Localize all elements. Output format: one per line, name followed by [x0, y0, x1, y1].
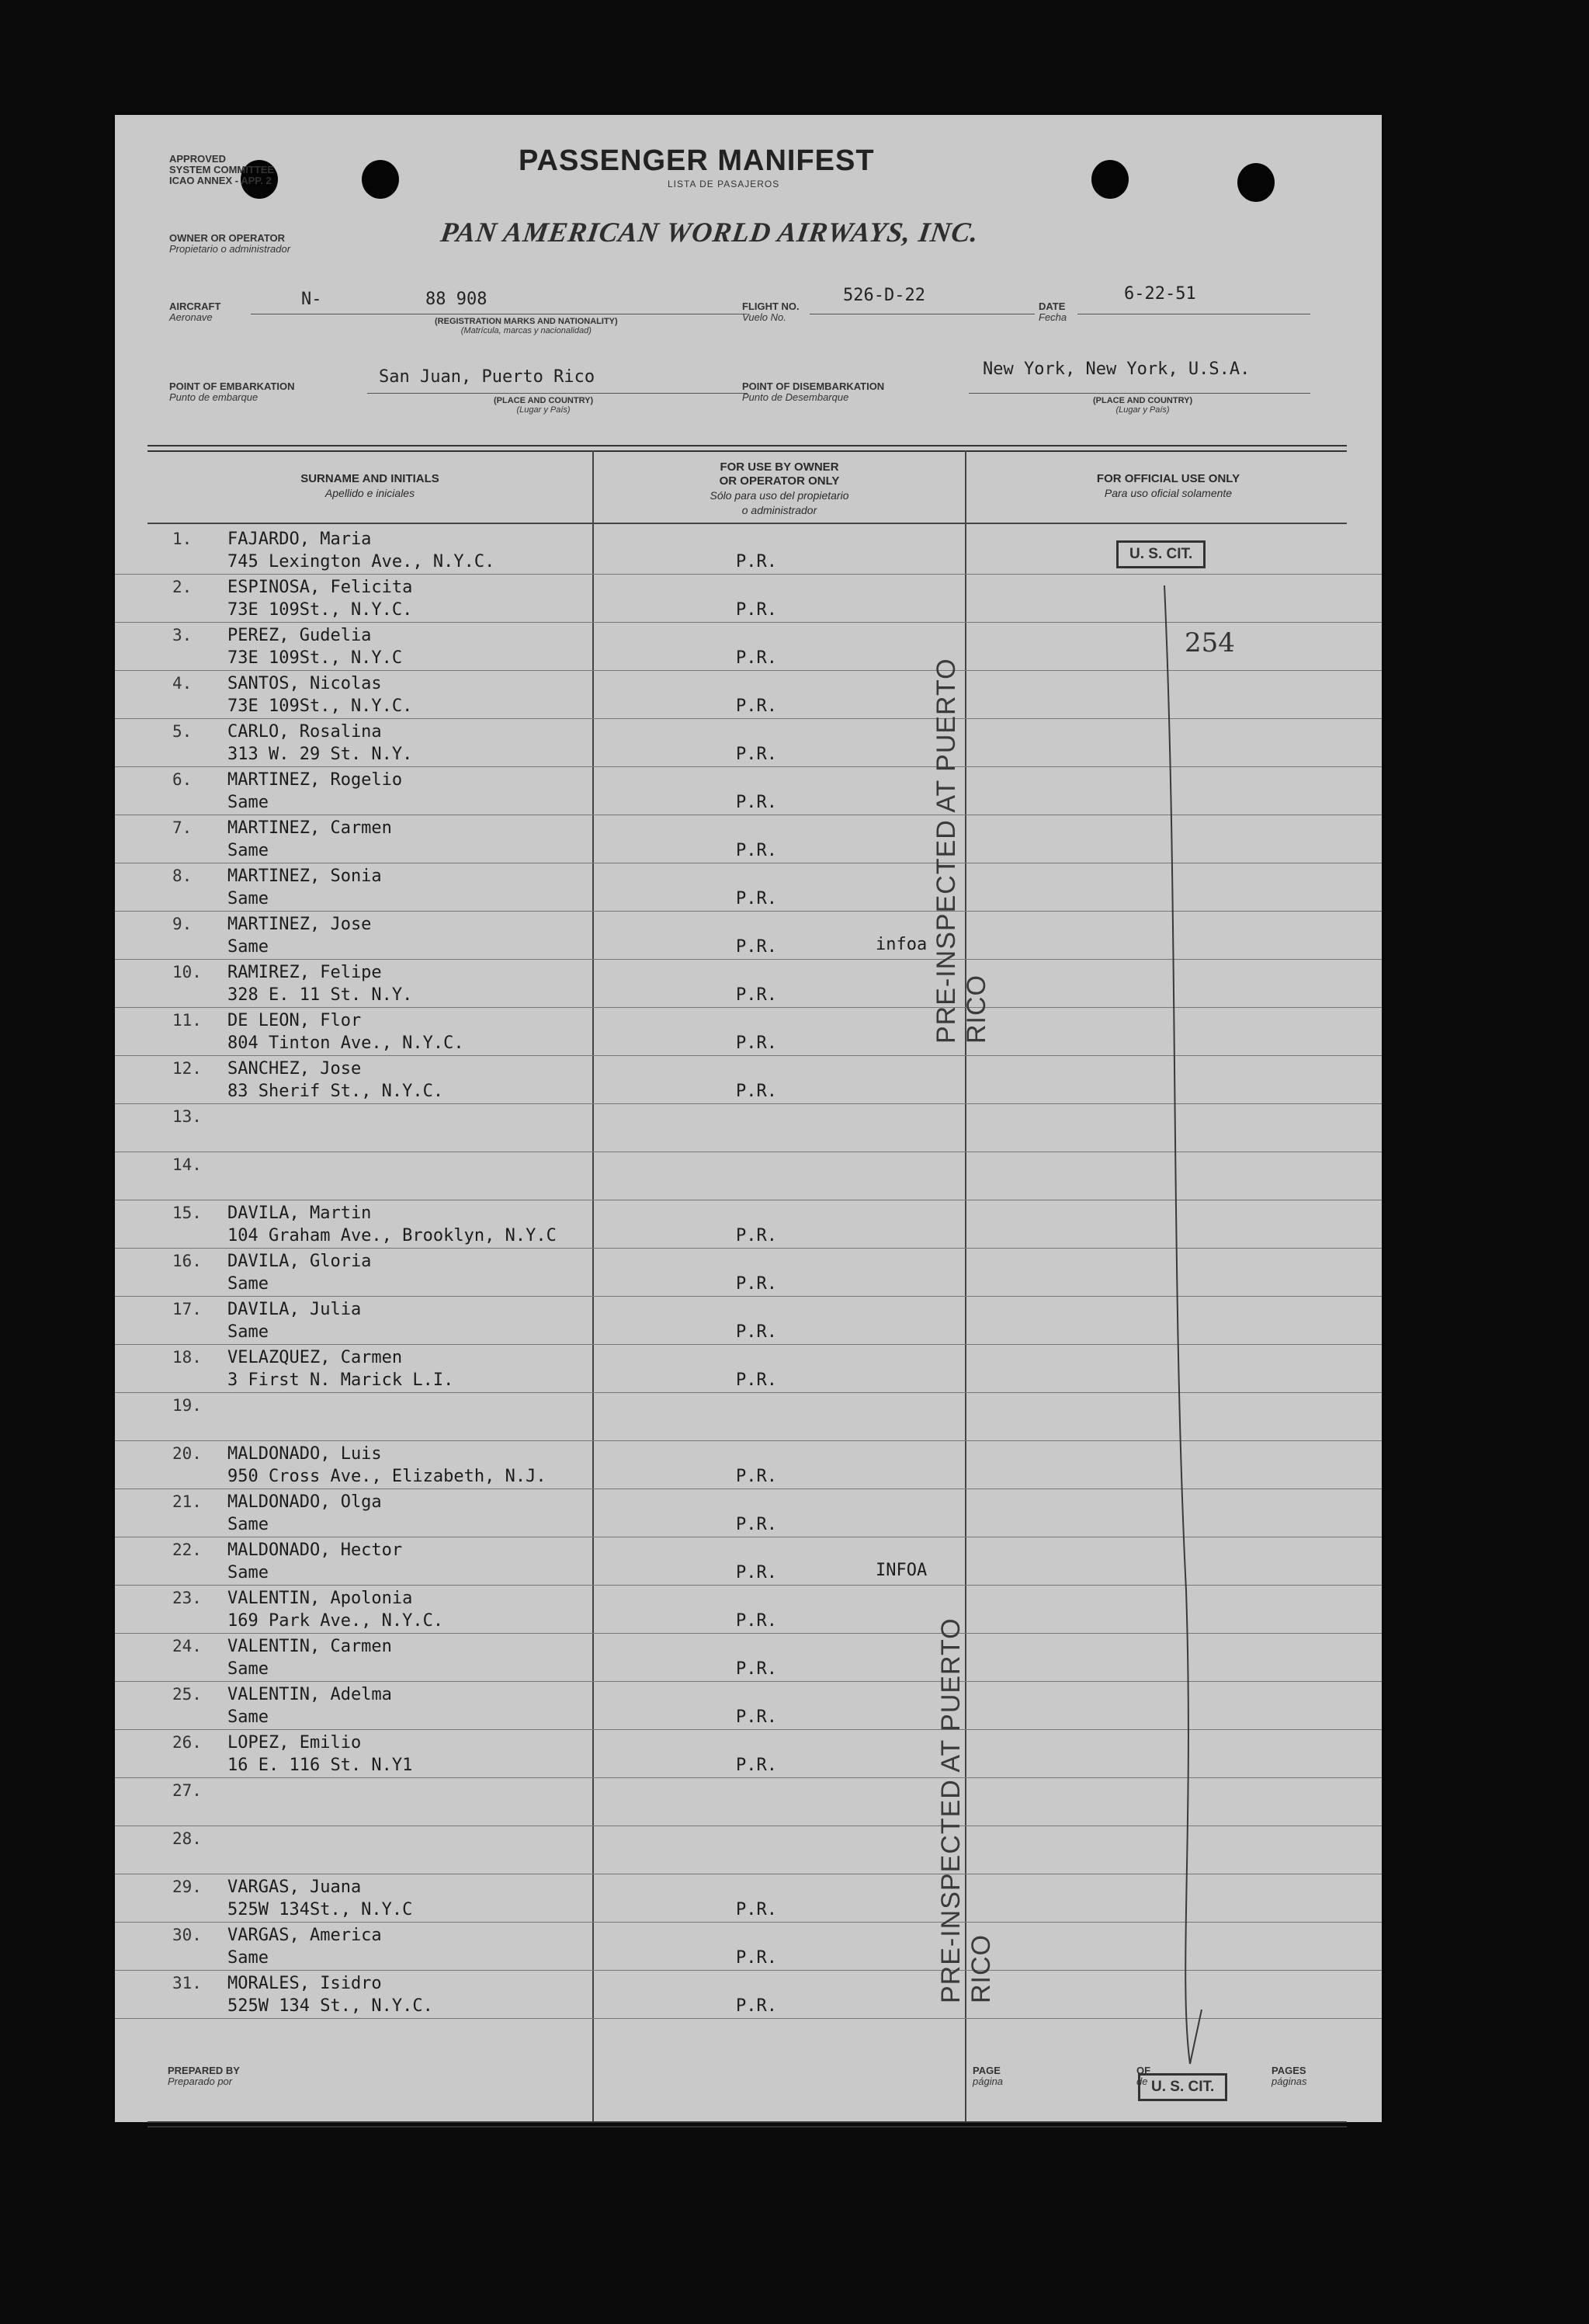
bracket-line: [1155, 581, 1217, 2087]
row-number: 1.: [172, 530, 193, 548]
row-number: 9.: [172, 915, 193, 933]
row-number: 2.: [172, 578, 193, 596]
row-number: 6.: [172, 770, 193, 789]
system-committee-label: SYSTEM COMMITTEE: [169, 164, 275, 175]
row-number: 27.: [172, 1781, 202, 1800]
punch-hole-left-2: [362, 160, 399, 199]
row-number: 25.: [172, 1685, 202, 1704]
passenger-address: 104 Graham Ave., Brooklyn, N.Y.C: [227, 1226, 557, 1245]
owner-use-header-1: FOR USE BY OWNER: [720, 460, 839, 474]
approved-label: APPROVED: [169, 153, 226, 165]
aircraft-label-es: Aeronave: [169, 311, 213, 323]
row-number: 16.: [172, 1252, 202, 1270]
pre-inspected-stamp-1: PRE-INSPECTED AT PUERTO RICO: [932, 658, 991, 1044]
row-number: 28.: [172, 1829, 202, 1848]
date-value: 6-22-51: [1124, 284, 1196, 304]
passenger-name: VELAZQUEZ, Carmen: [227, 1348, 403, 1367]
registration-caption-en: (REGISTRATION MARKS AND NATIONALITY): [435, 317, 618, 326]
embarkation-underline: [367, 393, 748, 394]
residence-code: P.R.: [736, 552, 777, 571]
owner-use-column-header: [594, 460, 965, 518]
passenger-address: 16 E. 116 St. N.Y1: [227, 1756, 413, 1775]
residence-code: P.R.: [736, 937, 777, 957]
row-number: 15.: [172, 1204, 202, 1222]
passenger-address: 525W 134St., N.Y.C: [227, 1900, 413, 1919]
page-label: [973, 2065, 1003, 2087]
registration-caption-es: (Matrícula, marcas y nacionalidad): [460, 326, 592, 335]
form-subtitle: LISTA DE PASAJEROS: [668, 179, 780, 189]
residence-code: P.R.: [736, 1515, 777, 1534]
residence-code: P.R.: [736, 1226, 777, 1245]
aircraft-prefix: N-: [301, 290, 322, 309]
passenger-name: MARTINEZ, Sonia: [227, 867, 382, 886]
owner-use-header-es-1: Sólo para uso del propietario: [709, 489, 849, 502]
punch-hole-right-1: [1091, 160, 1129, 199]
official-header-en: FOR OFFICIAL USE ONLY: [1096, 472, 1240, 485]
embark-place-caption: [494, 396, 593, 415]
row-number: 3.: [172, 626, 193, 644]
residence-code: P.R.: [736, 1274, 777, 1294]
residence-code: P.R.: [736, 1659, 777, 1679]
pages-label-es: páginas: [1272, 2076, 1307, 2087]
row-number: 31.: [172, 1974, 202, 1992]
residence-code: P.R.: [736, 1948, 777, 1968]
surname-column-header: [147, 472, 592, 501]
passenger-address: 73E 109St., N.Y.C: [227, 648, 403, 668]
disembark-place-caption-en: (PLACE AND COUNTRY): [1093, 396, 1193, 405]
passenger-name: VARGAS, America: [227, 1926, 382, 1945]
row-number: 24.: [172, 1637, 202, 1655]
row-number: 10.: [172, 963, 202, 981]
residence-code: P.R.: [736, 1033, 777, 1053]
residence-code: P.R.: [736, 1467, 777, 1486]
row-number: 5.: [172, 722, 193, 741]
row-number: 23.: [172, 1589, 202, 1607]
page-label-es: página: [973, 2076, 1004, 2087]
icao-label: ICAO ANNEX - APP. 2: [169, 175, 272, 186]
row-number: 8.: [172, 867, 193, 885]
row-number: 11.: [172, 1011, 202, 1030]
owner-value: PAN AMERICAN WORLD AIRWAYS, INC.: [439, 217, 981, 248]
registration-caption: [435, 317, 618, 335]
punch-hole-right-2: [1237, 163, 1275, 202]
owner-use-header-2: OR OPERATOR ONLY: [719, 474, 840, 488]
aircraft-value: 88 908: [425, 290, 487, 309]
passenger-name: CARLO, Rosalina: [227, 722, 382, 742]
passenger-address: Same: [227, 1563, 269, 1582]
owner-use-header-es-2: o administrador: [741, 504, 817, 516]
flight-label-es: Vuelo No.: [742, 311, 786, 323]
passenger-name: DAVILA, Julia: [227, 1300, 362, 1319]
row-number: 30.: [172, 1926, 202, 1944]
residence-code: P.R.: [736, 1707, 777, 1727]
aircraft-label-en: AIRCRAFT: [169, 300, 221, 312]
approval-note: [169, 154, 274, 186]
passenger-count: 254: [1185, 627, 1235, 658]
row-number: 4.: [172, 674, 193, 693]
residence-code: P.R.: [736, 1082, 777, 1101]
manifest-document: [115, 115, 1382, 2122]
prepared-by-label: [168, 2065, 240, 2087]
prepared-by-en: PREPARED BY: [168, 2065, 240, 2076]
residence-code: P.R.: [736, 985, 777, 1005]
row-number: 21.: [172, 1492, 202, 1511]
passenger-address: 83 Sherif St., N.Y.C.: [227, 1082, 444, 1101]
passenger-address: Same: [227, 889, 269, 908]
row-note: infoa: [876, 935, 928, 954]
row-number: 14.: [172, 1155, 202, 1174]
residence-code: P.R.: [736, 889, 777, 908]
embark-place-caption-es: (Lugar y País): [516, 405, 571, 415]
flight-label-en: FLIGHT NO.: [742, 300, 800, 312]
passenger-name: VALENTIN, Carmen: [227, 1637, 392, 1656]
passenger-address: Same: [227, 1707, 269, 1727]
official-header-es: Para uso oficial solamente: [1104, 487, 1233, 499]
passenger-name: SANTOS, Nicolas: [227, 674, 382, 693]
passenger-address: Same: [227, 1274, 269, 1294]
passenger-name: DE LEON, Flor: [227, 1011, 362, 1030]
row-note: INFOA: [876, 1561, 928, 1580]
passenger-name: MORALES, Isidro: [227, 1974, 382, 1993]
embarkation-label: [169, 381, 295, 403]
passenger-address: Same: [227, 793, 269, 812]
embarkation-value: San Juan, Puerto Rico: [379, 367, 595, 387]
row-number: 18.: [172, 1348, 202, 1367]
row-number: 7.: [172, 818, 193, 837]
passenger-name: PEREZ, Gudelia: [227, 626, 372, 645]
row-number: 12.: [172, 1059, 202, 1078]
passenger-address: Same: [227, 937, 269, 957]
surname-header-es: Apellido e iniciales: [324, 487, 415, 499]
disembarkation-label: [742, 381, 884, 403]
passenger-address: Same: [227, 1659, 269, 1679]
row-number: 22.: [172, 1541, 202, 1559]
residence-code: P.R.: [736, 841, 777, 860]
passenger-name: FAJARDO, Maria: [227, 530, 372, 549]
embark-place-caption-en: (PLACE AND COUNTRY): [494, 396, 594, 405]
residence-code: P.R.: [736, 1756, 777, 1775]
passenger-address: 169 Park Ave., N.Y.C.: [227, 1611, 444, 1631]
owner-label: [169, 233, 290, 255]
residence-code: P.R.: [736, 600, 777, 620]
disembark-place-caption-es: (Lugar y País): [1115, 405, 1170, 415]
us-citizen-stamp-bottom: U. S. CIT.: [1138, 2073, 1227, 2101]
date-label: [1039, 301, 1067, 323]
row-number: 17.: [172, 1300, 202, 1318]
residence-code: P.R.: [736, 793, 777, 812]
passenger-address: 328 E. 11 St. N.Y.: [227, 985, 413, 1005]
passenger-address: 525W 134 St., N.Y.C.: [227, 1996, 433, 2016]
official-use-column-header: [966, 472, 1370, 501]
date-label-es: Fecha: [1039, 311, 1067, 323]
passenger-name: MARTINEZ, Rogelio: [227, 770, 403, 790]
residence-code: P.R.: [736, 1996, 777, 2016]
row-number: 29.: [172, 1878, 202, 1896]
passenger-address: 950 Cross Ave., Elizabeth, N.J.: [227, 1467, 546, 1486]
disembarkation-label-en: POINT OF DISEMBARKATION: [742, 380, 885, 392]
passenger-address: 745 Lexington Ave., N.Y.C.: [227, 552, 495, 571]
form-title: PASSENGER MANIFEST: [519, 144, 875, 177]
disembark-place-caption: [1093, 396, 1192, 415]
of-label: [1136, 2065, 1150, 2087]
embarkation-label-en: POINT OF EMBARKATION: [169, 380, 295, 392]
footer-rule-1: [147, 2121, 1347, 2123]
page-label-en: PAGE: [973, 2065, 1001, 2076]
passenger-name: VALENTIN, Adelma: [227, 1685, 392, 1704]
passenger-name: MARTINEZ, Carmen: [227, 818, 392, 838]
row-number: 20.: [172, 1444, 202, 1463]
passenger-name: ESPINOSA, Felicita: [227, 578, 413, 597]
passenger-name: VALENTIN, Apolonia: [227, 1589, 413, 1608]
passenger-address: Same: [227, 841, 269, 860]
disembarkation-value: New York, New York, U.S.A.: [983, 360, 1251, 379]
flight-value: 526-D-22: [843, 286, 925, 305]
header-bottom-rule: [147, 523, 1347, 524]
passenger-name: LOPEZ, Emilio: [227, 1733, 362, 1753]
passenger-name: VARGAS, Juana: [227, 1878, 362, 1897]
passenger-name: DAVILA, Martin: [227, 1204, 372, 1223]
pages-label: [1272, 2065, 1307, 2087]
passenger-name: MARTINEZ, Jose: [227, 915, 372, 934]
residence-code: P.R.: [736, 1563, 777, 1582]
table-top-rule-1: [147, 445, 1347, 446]
passenger-address: 73E 109St., N.Y.C.: [227, 600, 413, 620]
passenger-name: SANCHEZ, Jose: [227, 1059, 362, 1079]
disembarkation-underline: [969, 393, 1310, 394]
passenger-name: RAMIREZ, Felipe: [227, 963, 382, 982]
passenger-address: 3 First N. Marick L.I.: [227, 1370, 454, 1390]
passenger-address: Same: [227, 1322, 269, 1342]
surname-header-en: SURNAME AND INITIALS: [300, 472, 439, 485]
residence-code: P.R.: [736, 1611, 777, 1631]
passenger-address: Same: [227, 1948, 269, 1968]
us-citizen-stamp-top: U. S. CIT.: [1116, 540, 1206, 568]
residence-code: P.R.: [736, 697, 777, 716]
passenger-address: Same: [227, 1515, 269, 1534]
row-number: 19.: [172, 1396, 202, 1415]
owner-label-en: OWNER OR OPERATOR: [169, 232, 286, 244]
disembarkation-label-es: Punto de Desembarque: [742, 391, 849, 403]
pages-label-en: PAGES: [1272, 2065, 1306, 2076]
residence-code: P.R.: [736, 648, 777, 668]
passenger-name: MALDONADO, Hector: [227, 1541, 403, 1560]
residence-code: P.R.: [736, 1370, 777, 1390]
footer-rule-2: [147, 2126, 1347, 2128]
passenger-address: 313 W. 29 St. N.Y.: [227, 745, 413, 764]
passenger-name: MALDONADO, Olga: [227, 1492, 382, 1512]
date-label-en: DATE: [1039, 300, 1066, 312]
row-number: 26.: [172, 1733, 202, 1752]
prepared-by-es: Preparado por: [168, 2076, 233, 2087]
owner-label-es: Propietario o administrador: [169, 243, 291, 255]
residence-code: P.R.: [736, 745, 777, 764]
table-top-rule-2: [147, 450, 1347, 452]
embarkation-label-es: Punto de embarque: [169, 391, 258, 403]
passenger-address: 73E 109St., N.Y.C.: [227, 697, 413, 716]
residence-code: P.R.: [736, 1900, 777, 1919]
pre-inspected-stamp-2: PRE-INSPECTED AT PUERTO RICO: [936, 1617, 996, 2003]
passenger-address: 804 Tinton Ave., N.Y.C.: [227, 1033, 464, 1053]
passenger-name: DAVILA, Gloria: [227, 1252, 372, 1271]
of-label-en: OF: [1136, 2065, 1151, 2076]
passenger-name: MALDONADO, Luis: [227, 1444, 382, 1464]
flight-label: [742, 301, 800, 323]
aircraft-label: [169, 301, 220, 323]
of-label-es: de: [1136, 2076, 1148, 2087]
row-number: 13.: [172, 1107, 202, 1126]
residence-code: P.R.: [736, 1322, 777, 1342]
